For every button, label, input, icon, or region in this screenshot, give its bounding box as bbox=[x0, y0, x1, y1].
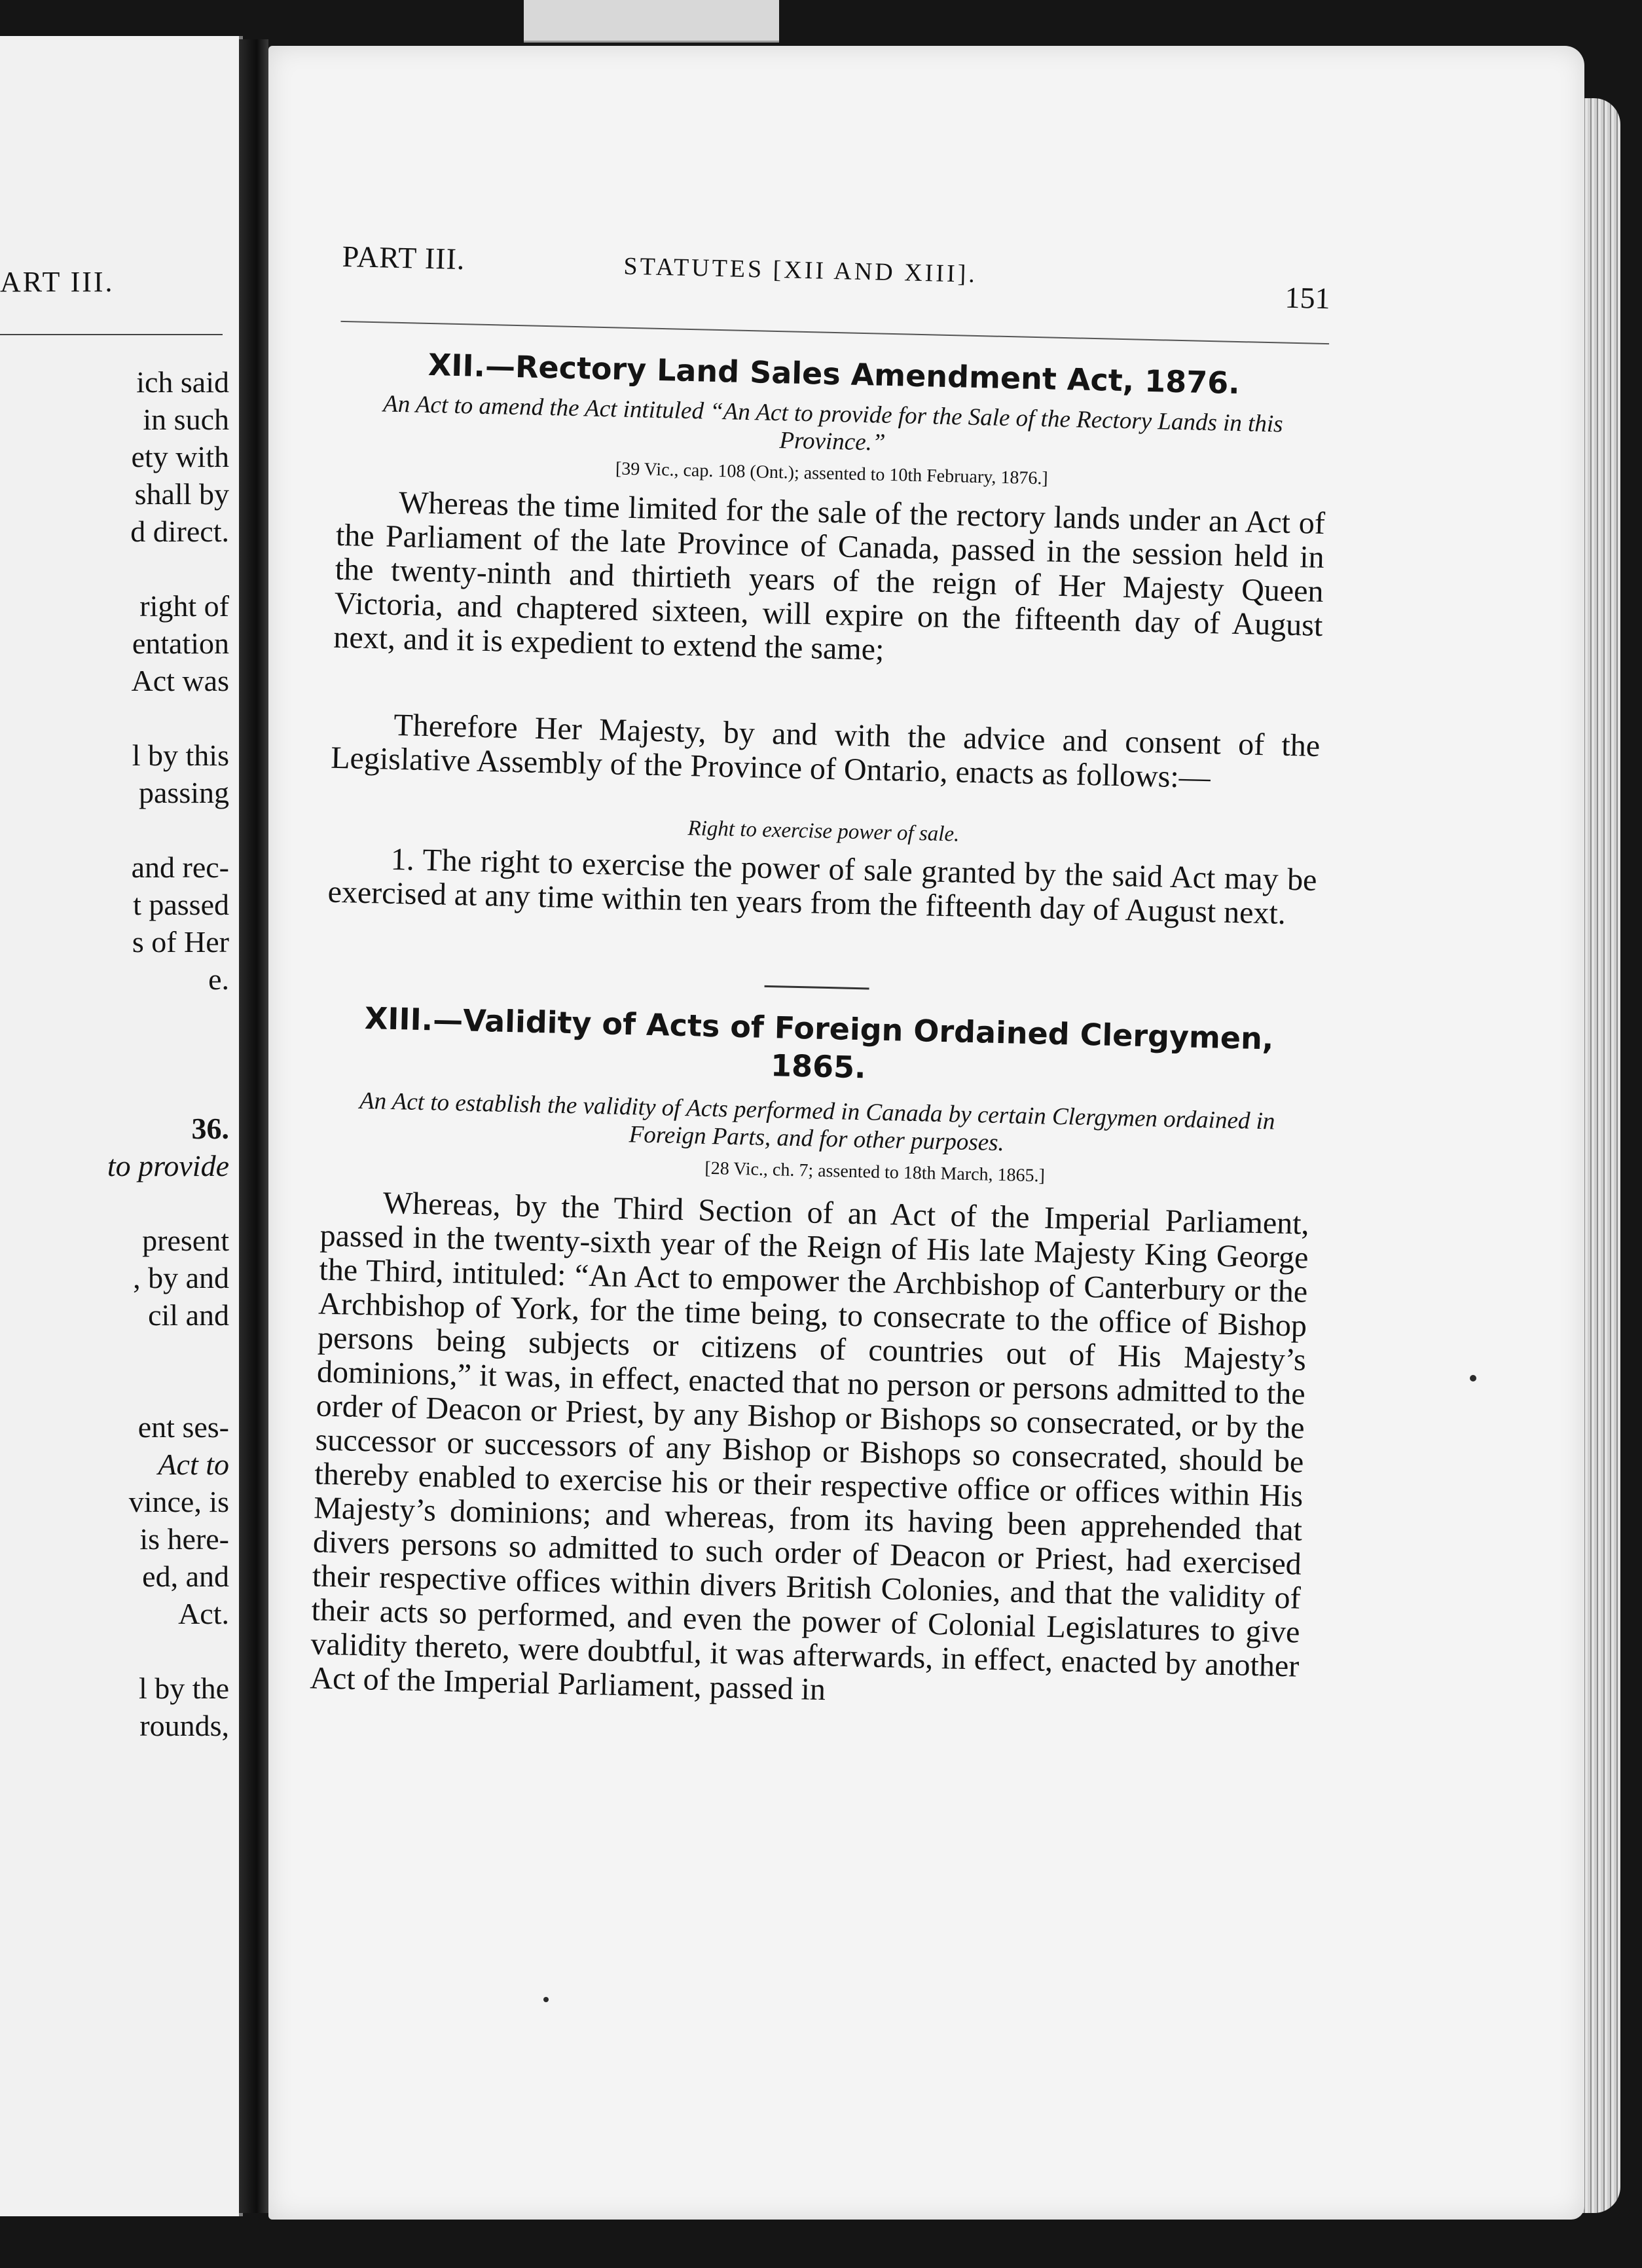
left-page-line: ety with bbox=[131, 440, 229, 473]
section-xii-title: XII.—Rectory Land Sales Amendment Act, 1876. bbox=[428, 346, 1241, 401]
section-xii-clause-1: 1. The right to exercise the power of sale granted by the said Act may be exercised at any time within ten years from the fifteenth day of August next. bbox=[327, 841, 1318, 931]
left-page-line: Act. bbox=[178, 1597, 229, 1630]
left-page-line: s of Her bbox=[132, 925, 229, 959]
left-page-line: right of bbox=[139, 589, 229, 623]
left-page-line: 36. bbox=[191, 1112, 229, 1145]
left-page-line bbox=[0, 1371, 229, 1408]
left-page-line: ed, and bbox=[142, 1560, 229, 1593]
section-xiii-preamble: Whereas, by the Third Section of an Act of the Imperial Parliament, passed in the twenty-sixth year of the Reign of His late Majesty King George the Third, intituled: “An Act to empower the Archbishop of Canterbury or the Archbishop of York, for the time being, to consecrate to the office of Bishop persons being subjects or citizens of countries out of His Majesty’s dominions,” it was, in effect, enacted that no person or persons admitted to the order of Deacon or Priest, by any Bishop or Bishops so consecrated, or by the successor or successors of any Bishop or Bishops so consecrated, should be thereby enabled to exercise his or their respective office or offices within His Majesty’s dominions; and whereas, from its having been apprehended that divers persons so admitted to such order of Deacon or Priest, had exercised their respective offices within divers British Colonies, and that the validity of their acts so performed, and even the power of Colonial Legislatures to give validity thereto, were doubtful, it was afterwards, in effect, enacted by another Act of the Imperial Parliament, passed in bbox=[309, 1185, 1310, 1708]
left-page-line: e. bbox=[208, 962, 229, 996]
left-page-line: cil and bbox=[148, 1298, 229, 1332]
book-gutter bbox=[239, 39, 268, 2213]
section-xiii-title-line-1: XIII.—Validity of Acts of Foreign Ordained Clergymen, bbox=[364, 1000, 1274, 1057]
section-separator bbox=[765, 985, 869, 990]
section-xii-preamble-1: Whereas the time limited for the sale of the rectory lands under an Act of the Parliament of the late Province of Canada, passed in the session held in the twenty-ninth and thirtieth years of the reign of Her Majesty Queen Victoria, and chaptered sixteen, will expire on the fifteenth day of August next, and it is expedient to extend the same; bbox=[333, 485, 1326, 667]
left-page-line: entation bbox=[132, 627, 229, 660]
running-head-title: STATUTES [XII AND XIII]. bbox=[623, 252, 978, 288]
marginal-note: Right to exercise power of sale. bbox=[687, 816, 960, 847]
left-page-line bbox=[0, 1184, 229, 1222]
left-page-header: ART III. bbox=[0, 266, 115, 298]
left-page-line: Act to bbox=[158, 1448, 229, 1481]
left-page-line: , by and bbox=[133, 1261, 229, 1294]
left-page-rule bbox=[0, 334, 223, 335]
page-number: 151 bbox=[1285, 280, 1331, 316]
page-speck bbox=[543, 1997, 549, 2002]
left-page-text bbox=[0, 363, 229, 1744]
page-speck bbox=[1470, 1375, 1476, 1381]
section-xii-subtitle: An Act to amend the Act intituled “An Act to provide for the Sale of the Rectory Lands in this Province.” bbox=[382, 390, 1284, 456]
left-page-line bbox=[0, 1072, 229, 1110]
left-page-line bbox=[0, 1035, 229, 1072]
left-page-line: in such bbox=[143, 403, 229, 436]
page-content bbox=[309, 46, 1349, 1708]
left-page-line: passing bbox=[139, 776, 229, 809]
running-head-part: PART III. bbox=[342, 239, 465, 276]
section-xiii-title-line-2: 1865. bbox=[770, 1048, 867, 1086]
running-head bbox=[341, 239, 1330, 314]
book-tab bbox=[524, 0, 779, 43]
left-page-line: l by this bbox=[132, 739, 229, 772]
section-xii-citation: [39 Vic., cap. 108 (Ont.); assented to 10th February, 1876.] bbox=[615, 458, 1049, 489]
left-page-line: to provide bbox=[107, 1149, 229, 1182]
left-page-line bbox=[0, 1334, 229, 1371]
left-page-line: ent ses- bbox=[137, 1410, 229, 1444]
left-page-line: vince, is bbox=[128, 1485, 229, 1518]
left-page-line: Act was bbox=[131, 664, 229, 697]
section-xiii-subtitle: An Act to establish the validity of Acts performed in Canada by certain Clergymen ordained in Foreign Parts, and for other purposes. bbox=[359, 1087, 1275, 1157]
left-page-line bbox=[0, 1632, 229, 1670]
left-page-line: present bbox=[142, 1224, 229, 1257]
left-page-line bbox=[0, 998, 229, 1035]
section-xiii-citation: [28 Vic., ch. 7; assented to 18th March, 1865.] bbox=[704, 1158, 1046, 1186]
left-page-line bbox=[0, 699, 229, 737]
left-page-line: shall by bbox=[134, 477, 229, 511]
left-page-line bbox=[0, 811, 229, 849]
left-page-line: d direct. bbox=[130, 515, 229, 548]
left-page-line bbox=[0, 550, 229, 587]
left-page-line: l by the bbox=[139, 1672, 229, 1705]
left-page-line: rounds, bbox=[139, 1709, 229, 1742]
section-xii-preamble-2: Therefore Her Majesty, by and with the advice and consent of the Legislative Assembly of the Province of Ontario, enacts as follows:— bbox=[330, 707, 1321, 796]
left-page-line: and rec- bbox=[131, 850, 229, 884]
right-page bbox=[268, 46, 1584, 2220]
left-page-line: t passed bbox=[133, 888, 229, 921]
header-rule bbox=[340, 321, 1329, 344]
left-page bbox=[0, 36, 243, 2216]
left-page-line: is here- bbox=[139, 1522, 229, 1556]
left-page-line: ich said bbox=[136, 365, 229, 399]
